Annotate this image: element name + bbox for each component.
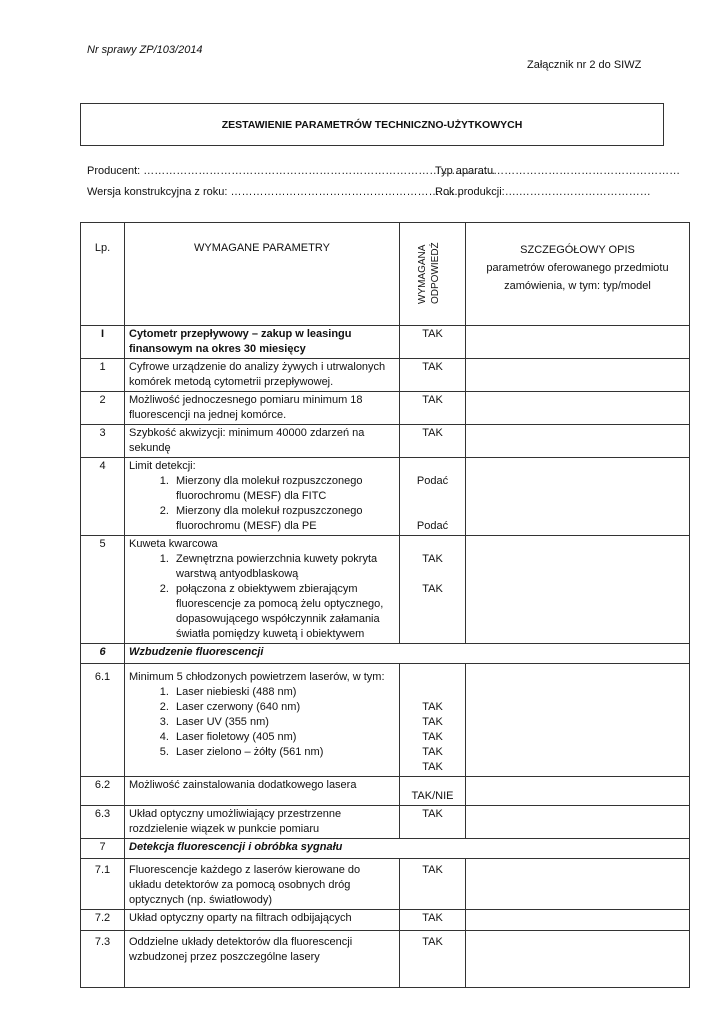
- description-cell[interactable]: [466, 664, 690, 777]
- list-item: 2. Mierzony dla molekuł rozpuszczonego fluorochromu (MESF) dla PE: [172, 504, 395, 534]
- production-year-field: Rok produkcji:….………………………………: [435, 186, 651, 198]
- device-type-field: Typ aparatu……………………………………………: [435, 165, 681, 177]
- description-cell[interactable]: [466, 777, 690, 806]
- section-row: 7 Detekcja fluorescencji i obróbka sygnału: [81, 839, 690, 859]
- header-required: WYMAGANA ODPOWIEDŹ: [400, 223, 466, 326]
- list-item: 1. Mierzony dla molekuł rozpuszczonego fluorochromu (MESF) dla FITC: [172, 474, 395, 504]
- table-row: 6.1 Minimum 5 chłodzonych powietrzem laserów, w tym: 1. Laser niebieski (488 nm) 2. Laser czerwony (640 nm) 3. Laser UV (355 nm) 4. Laser fioletowy (405 nm) 5. Laser zielono – żółty (561 nm) TAK TAK TAK TAK TAK: [81, 664, 690, 777]
- description-cell[interactable]: [466, 536, 690, 644]
- table-row: 4 Limit detekcji: 1. Mierzony dla molekuł rozpuszczonego fluorochromu (MESF) dla FITC 2. Mierzony dla molekuł rozpuszczonego fluorochromu (MESF) dla PE Podać Podać: [81, 458, 690, 536]
- header-params: WYMAGANE PARAMETRY: [125, 223, 400, 326]
- header-description: SZCZEGÓŁOWY OPIS parametrów oferowanego przedmiotu zamówienia, w tym: typ/model: [466, 223, 690, 326]
- description-cell[interactable]: [466, 931, 690, 988]
- table-row: 7.3 Oddzielne układy detektorów dla fluorescencji wzbudzonej przez poszczególne lasery TAK: [81, 931, 690, 988]
- table-header-row: [81, 223, 690, 326]
- table-row: 2 Możliwość jednoczesnego pomiaru minimum 18 fluorescencji na jednej komórce. TAK: [81, 392, 690, 425]
- description-cell[interactable]: [466, 859, 690, 910]
- list-item: 4. Laser fioletowy (405 nm): [172, 730, 395, 745]
- description-cell[interactable]: [466, 392, 690, 425]
- producer-field: Producent: ……………………………………………………………………………………: [87, 165, 496, 177]
- annex-label: Załącznik nr 2 do SIWZ: [527, 59, 642, 71]
- table-row: I Cytometr przepływowy – zakup w leasingu finansowym na okres 30 miesięcy TAK: [81, 326, 690, 359]
- description-cell[interactable]: [466, 425, 690, 458]
- list-item: 1. Zewnętrzna powierzchnia kuwety pokryta warstwą antyodblaskową: [172, 552, 395, 582]
- list-item: 2. Laser czerwony (640 nm): [172, 700, 395, 715]
- section-row: 6 Wzbudzenie fluorescencji: [81, 644, 690, 664]
- table-row: 7.2 Układ optyczny oparty na filtrach odbijających TAK: [81, 910, 690, 931]
- table-row: 5 Kuweta kwarcowa 1. Zewnętrzna powierzchnia kuwety pokryta warstwą antyodblaskową 2. połączona z obiektywem zbierającym fluorescencje za pomocą żelu optycznego, dopasowującego współczynnik załamania światła pomiędzy kuwetą i obiektywem TAK TAK: [81, 536, 690, 644]
- list-item: 2. połączona z obiektywem zbierającym fluorescencje za pomocą żelu optycznego, dopasowującego współczynnik załamania światła pomiędzy kuwetą i obiektywem: [172, 582, 395, 642]
- table-row: 1 Cyfrowe urządzenie do analizy żywych i utrwalonych komórek metodą cytometrii przepływowej. TAK: [81, 359, 690, 392]
- list-item: 3. Laser UV (355 nm): [172, 715, 395, 730]
- case-number: Nr sprawy ZP/103/2014: [87, 44, 203, 56]
- list-item: 5. Laser zielono – żółty (561 nm): [172, 745, 395, 760]
- version-field: Wersja konstrukcyjna z roku: ………………………………………………………: [87, 186, 462, 198]
- list-item: 1. Laser niebieski (488 nm): [172, 685, 395, 700]
- table-row: 7.1 Fluorescencje każdego z laserów kierowane do układu detektorów za pomocą osobnych dróg optycznych (np. światłowody) TAK: [81, 859, 690, 910]
- table-row: 3 Szybkość akwizycji: minimum 40000 zdarzeń na sekundę TAK: [81, 425, 690, 458]
- table-row: 6.3 Układ optyczny umożliwiający przestrzenne rozdzielenie wiązek w punkcie pomiaru TAK: [81, 806, 690, 839]
- description-cell[interactable]: [466, 910, 690, 931]
- description-cell[interactable]: [466, 458, 690, 536]
- table-row: 6.2 Możliwość zainstalowania dodatkowego lasera TAK/NIE: [81, 777, 690, 806]
- document-title: ZESTAWIENIE PARAMETRÓW TECHNICZNO-UŻYTKOWYCH: [80, 103, 664, 146]
- description-cell[interactable]: [466, 806, 690, 839]
- header-lp: Lp.: [81, 223, 125, 326]
- description-cell[interactable]: [466, 326, 690, 359]
- parameters-table: [80, 222, 690, 988]
- description-cell[interactable]: [466, 359, 690, 392]
